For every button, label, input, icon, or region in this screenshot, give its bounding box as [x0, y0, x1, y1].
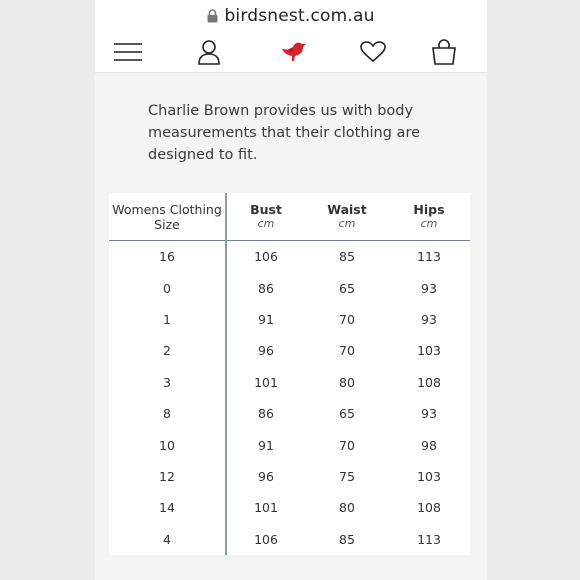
header-bust — [226, 193, 306, 240]
header-hips-label: Hips — [413, 202, 445, 217]
header-size-label: Womens Clothing Size — [112, 201, 222, 232]
bird-logo-icon[interactable] — [279, 38, 309, 66]
cell-size: 1 — [163, 311, 171, 327]
cell-bust: 86 — [258, 280, 274, 296]
cell-waist: 80 — [339, 374, 355, 390]
cell-size: 10 — [159, 437, 175, 453]
cell-hips: 93 — [421, 406, 437, 422]
cell-bust: 96 — [258, 343, 274, 359]
table-row — [109, 367, 470, 398]
cell-waist: 65 — [339, 406, 355, 422]
header-size — [109, 193, 225, 240]
header-waist — [306, 193, 388, 240]
cell-size: 14 — [159, 500, 175, 516]
cell-hips: 113 — [417, 249, 441, 265]
cell-hips: 98 — [421, 437, 437, 453]
shopping-bag-icon[interactable] — [429, 38, 459, 66]
cell-bust: 91 — [258, 437, 274, 453]
cell-size: 3 — [163, 374, 171, 390]
web-page — [95, 0, 487, 580]
cell-hips: 108 — [417, 374, 441, 390]
table-row — [109, 524, 470, 555]
cell-hips: 93 — [421, 311, 437, 327]
cell-waist: 70 — [339, 311, 355, 327]
header-waist-label: Waist — [327, 202, 367, 217]
header-hips-unit: cm — [420, 217, 438, 230]
cell-bust: 96 — [258, 468, 274, 484]
cell-size: 12 — [159, 468, 175, 484]
cell-waist: 85 — [339, 531, 355, 547]
cell-waist: 75 — [339, 468, 355, 484]
cell-size: 2 — [163, 343, 171, 359]
table-row — [109, 429, 470, 460]
header-bust-label: Bust — [250, 202, 282, 217]
table-row — [109, 241, 470, 272]
cell-hips: 113 — [417, 531, 441, 547]
table-row — [109, 335, 470, 366]
cell-waist: 85 — [339, 249, 355, 265]
cell-bust: 106 — [254, 249, 278, 265]
header-waist-unit: cm — [338, 217, 356, 230]
cell-hips: 103 — [417, 343, 441, 359]
table-header-row — [109, 193, 470, 241]
cell-waist: 80 — [339, 500, 355, 516]
lock-icon — [207, 9, 218, 23]
table-row — [109, 492, 470, 523]
url-text: birdsnest.com.au — [224, 6, 375, 26]
header-hips — [388, 193, 470, 240]
table-row — [109, 398, 470, 429]
address-bar[interactable] — [95, 0, 487, 32]
table-row — [109, 304, 470, 335]
cell-waist: 65 — [339, 280, 355, 296]
size-chart-table — [109, 193, 470, 555]
cell-size: 0 — [163, 280, 171, 296]
cell-bust: 101 — [254, 374, 278, 390]
cell-bust: 86 — [258, 406, 274, 422]
cell-bust: 91 — [258, 311, 274, 327]
cell-size: 8 — [163, 406, 171, 422]
cell-bust: 106 — [254, 531, 278, 547]
site-navbar — [95, 32, 487, 73]
header-bust-unit: cm — [257, 217, 275, 230]
table-row — [109, 272, 470, 303]
user-icon[interactable] — [194, 38, 224, 66]
hamburger-menu-icon[interactable] — [113, 38, 143, 66]
cell-waist: 70 — [339, 343, 355, 359]
cell-waist: 70 — [339, 437, 355, 453]
cell-hips: 108 — [417, 500, 441, 516]
heart-icon[interactable] — [358, 38, 388, 66]
table-row — [109, 461, 470, 492]
cell-size: 4 — [163, 531, 171, 547]
cell-bust: 101 — [254, 500, 278, 516]
cell-hips: 93 — [421, 280, 437, 296]
cell-size: 16 — [159, 249, 175, 265]
intro-paragraph: Charlie Brown provides us with body measurements that their clothing are designed to fit. — [148, 103, 421, 163]
cell-hips: 103 — [417, 468, 441, 484]
